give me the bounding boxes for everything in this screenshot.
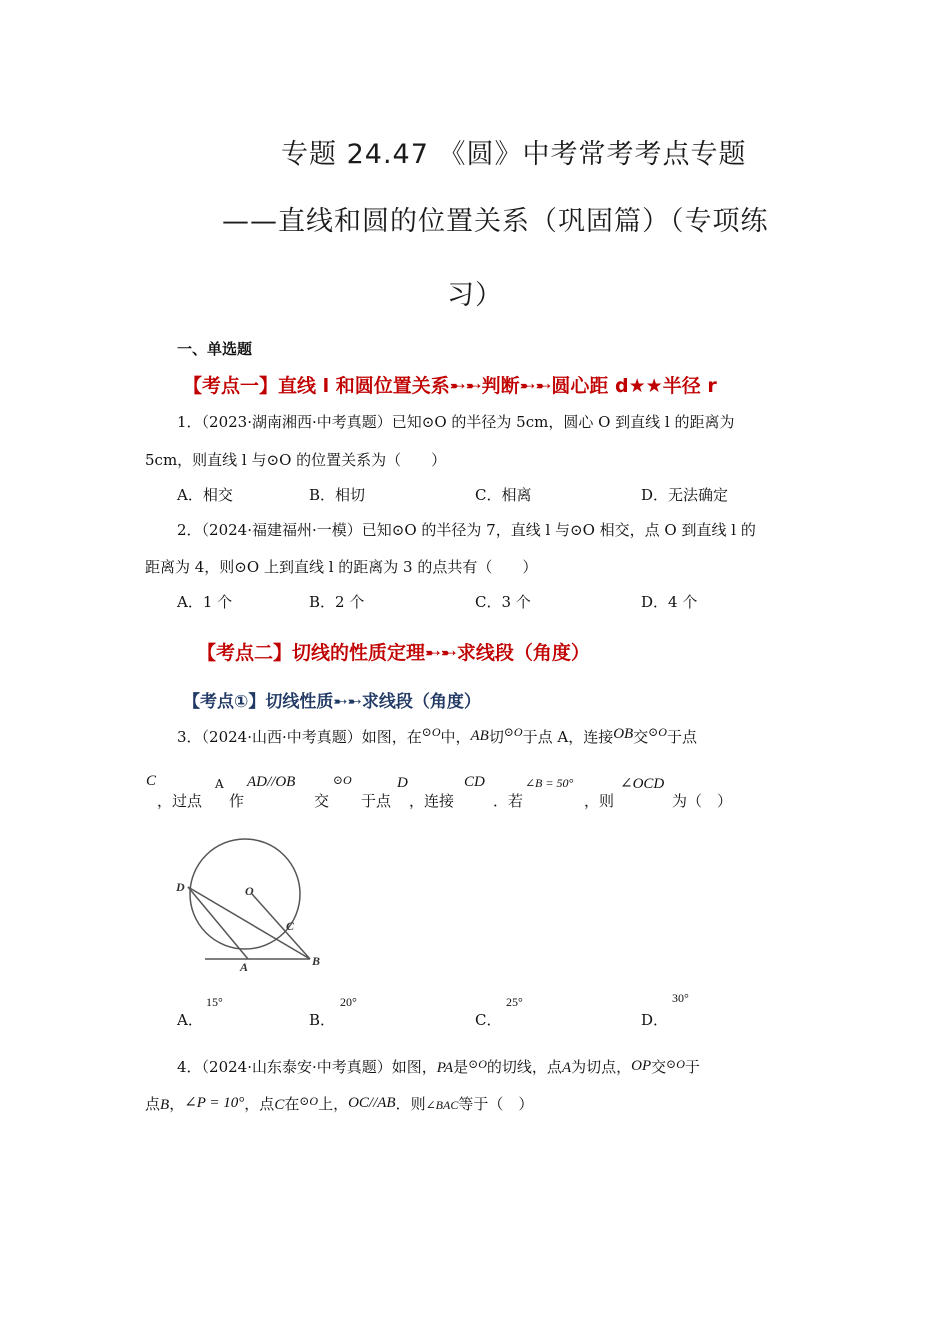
q3-text: 于点 A，连接 [522, 728, 614, 746]
q1-option-c: C．相离 [475, 486, 532, 504]
point-c: C [146, 773, 157, 789]
q3-text: 于点 [666, 728, 697, 746]
q2-option-a: A．1 个 [177, 593, 233, 611]
title-line-1: 专题 24.47 《圆》中考常考考点专题 [281, 139, 747, 170]
q3-option-c-label: C． [475, 1011, 502, 1029]
q1-option-d: D．无法确定 [641, 486, 729, 504]
figure-label-b: B [312, 954, 321, 968]
segment-ob [252, 894, 310, 959]
angle-b: ∠B = 50° [525, 776, 574, 790]
circle-o-symbol: ⊙O [648, 725, 667, 739]
kaodian-2-1-heading: 【考点①】切线性质➸➸求线段（角度） [183, 692, 481, 712]
q1-option-b: B．相切 [309, 486, 366, 504]
q3-text: 为（ ） [672, 792, 733, 810]
angle-bac: ∠BAC [425, 1098, 459, 1112]
q2-line-1: 2．（2024·福建福州·一模）已知⊙O 的半径为 7，直线 l 与⊙O 相交，点 O 到直线 l 的 [177, 521, 756, 539]
point-c: C [274, 1097, 285, 1113]
q2-option-d: D．4 个 [641, 593, 698, 611]
figure-label-a: A [240, 960, 249, 974]
figure-label-o: O [245, 884, 254, 898]
circle-o-symbol: ⊙O [421, 725, 441, 739]
q4-text: 是 [453, 1058, 469, 1076]
q4-text: 在 [284, 1095, 300, 1113]
q4-text: ， [169, 1095, 185, 1113]
segment-op: OP [631, 1058, 652, 1074]
q3-option-d-label: D． [641, 1011, 669, 1029]
q3-text: ，则 [584, 792, 615, 810]
q4-text: 4．（2024·山东泰安·中考真题）如图， [177, 1058, 437, 1076]
angle-ocd: ∠OCD [620, 776, 665, 792]
q4-text: 于 [684, 1058, 700, 1076]
point-d: D [397, 775, 408, 791]
q1-line-2: 5cm，则直线 l 与⊙O 的位置关系为（ ） [145, 451, 447, 469]
q3-option-c-value: 25° [506, 995, 523, 1009]
segment-ab: AB [470, 728, 489, 744]
oc-parallel-ab: OC//AB [348, 1095, 396, 1111]
circle-o-symbol: ⊙O [333, 773, 352, 787]
q3-option-b-label: B． [309, 1011, 336, 1029]
segment-ad [188, 887, 248, 959]
segment-pa: PA [436, 1060, 454, 1076]
circle-o-symbol: ⊙O [468, 1057, 487, 1071]
circle-o-symbol: ⊙O [666, 1057, 685, 1071]
q1-option-a: A．相交 [177, 486, 233, 504]
q3-text: ，连接 [409, 792, 455, 810]
q3-option-b-value: 20° [340, 995, 357, 1009]
q3-text: ，过点 [157, 792, 203, 810]
title-line-2: ——直线和圆的位置关系（巩固篇）（专项练 [222, 206, 769, 237]
circle-o-symbol: ⊙O [503, 725, 523, 739]
kaodian-2-heading: 【考点二】切线的性质定理➸➸求线段（角度） [197, 642, 590, 664]
q3-text: 交 [633, 728, 649, 746]
q3-text: 作 [229, 792, 245, 810]
q4-text: 点 [145, 1095, 161, 1113]
q3-text: 中， [440, 728, 471, 746]
q3-option-d-value: 30° [672, 991, 689, 1005]
q4-text: 的切线，点 [486, 1058, 562, 1076]
q2-line-2: 距离为 4，则⊙O 上到直线 l 的距离为 3 的点共有（ ） [145, 558, 538, 576]
q3-text: 于点 [361, 792, 392, 810]
q3-text: 3．（2024·山西·中考真题）如图，在 [177, 728, 422, 746]
title-line-3: 习） [447, 280, 503, 311]
point-a: A [561, 1060, 572, 1076]
figure-label-d: D [176, 880, 185, 894]
q4-text: 为切点， [571, 1058, 632, 1076]
section-heading: 一、单选题 [177, 340, 253, 358]
segment-ob: OB [613, 726, 634, 742]
q3-line-1 [177, 726, 697, 747]
figure-label-c: C [286, 919, 295, 933]
q3-text: ．若 [493, 792, 524, 810]
point-b: B [160, 1097, 170, 1113]
ad-parallel-ob: AD//OB [247, 774, 296, 790]
q4-line-2 [145, 1093, 533, 1114]
q3-option-a-label: A． [177, 1011, 203, 1029]
q4-line-1 [177, 1056, 700, 1077]
q2-option-c: C．3 个 [475, 593, 531, 611]
angle-p: ∠P = 10° [184, 1095, 245, 1111]
q3-text: 切 [488, 728, 504, 746]
q3-option-a-value: 15° [206, 995, 223, 1009]
kaodian-1-heading: 【考点一】直线 l 和圆位置关系➸➸判断➸➸圆心距 d★★半径 r [183, 375, 717, 397]
q4-text: ，点 [244, 1095, 275, 1113]
q1-line-1: 1．（2023·湖南湘西·中考真题）已知⊙O 的半径为 5cm，圆心 O 到直线 l 的距离为 [177, 413, 735, 431]
q2-option-b: B．2 个 [309, 593, 365, 611]
q4-text: ．则 [395, 1095, 426, 1113]
segment-cd: CD [464, 774, 485, 790]
circle-o-symbol: ⊙O [299, 1094, 319, 1108]
q4-text: 上， [318, 1095, 349, 1113]
q3-figure [175, 832, 321, 974]
q3-text: 交 [314, 792, 330, 810]
point-a-small: A [215, 777, 224, 791]
q4-text: 交 [651, 1058, 667, 1076]
q4-text: 等于（ ） [458, 1095, 534, 1113]
